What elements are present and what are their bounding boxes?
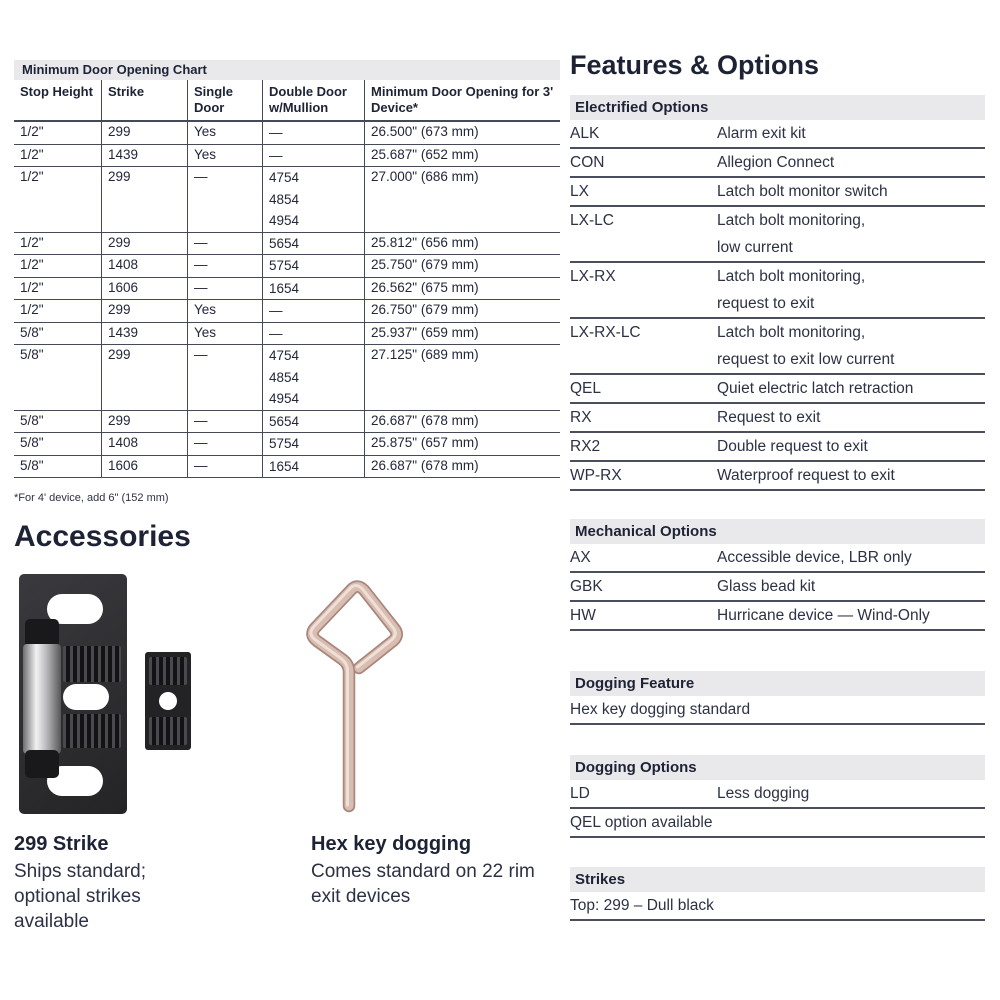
cell-strike: 299 (101, 411, 187, 433)
table-row (14, 233, 560, 256)
table-row (14, 456, 560, 479)
section-dogging-options: Dogging Options (570, 755, 985, 780)
strike-rib-top (63, 646, 121, 682)
strike-roller-cap-top (25, 619, 59, 647)
hex-key-caption (311, 833, 556, 934)
cell-mullion: 5754 (262, 255, 364, 277)
door-chart-title: Minimum Door Opening Chart (14, 60, 560, 80)
cell-opening: 25.937" (659 mm) (364, 323, 560, 345)
section-mechanical-options: Mechanical Options (570, 519, 985, 544)
cell-opening: 27.000" (686 mm) (364, 167, 560, 232)
cell-stop: 1/2" (20, 169, 44, 184)
strike-caption (14, 833, 311, 934)
table-row (14, 167, 560, 233)
cell-stop: 1/2" (20, 257, 44, 272)
option-row: HW Hurricane device — Wind-Only (570, 602, 985, 631)
cell-single: Yes (187, 145, 262, 167)
column-header-double-door: Double Door w/Mullion (262, 80, 364, 120)
cell-single: Yes (187, 323, 262, 345)
option-row: Top: 299 – Dull black (570, 892, 985, 921)
cell-strike: 1408 (101, 255, 187, 277)
option-row: ALK Alarm exit kit (570, 120, 985, 149)
strike-image (19, 574, 127, 814)
option-row: QEL option available (570, 809, 985, 838)
option-row: CON Allegion Connect (570, 149, 985, 178)
cell-opening: 26.500" (673 mm) (364, 122, 560, 144)
option-row: LX-LC Latch bolt monitoring, low current (570, 207, 985, 263)
table-row (14, 323, 560, 346)
cell-strike: 299 (101, 233, 187, 255)
strike-rib-bottom (63, 714, 121, 748)
cell-mullion: — (262, 323, 364, 345)
table-row (14, 433, 560, 456)
cell-opening: 27.125" (689 mm) (364, 345, 560, 410)
cell-stop: 5/8" (20, 412, 44, 428)
option-row: WP-RX Waterproof request to exit (570, 462, 985, 491)
cell-strike: 299 (101, 167, 187, 232)
cell-strike: 1408 (101, 433, 187, 455)
section-electrified-options: Electrified Options (570, 95, 985, 120)
cell-stop: 1/2" (20, 146, 44, 162)
cell-single: — (187, 345, 262, 410)
cell-stop: 5/8" (20, 347, 44, 362)
cell-opening: 25.875" (657 mm) (364, 433, 560, 455)
cell-opening: 26.750" (679 mm) (364, 300, 560, 322)
table-row (14, 345, 560, 411)
cell-strike: 1439 (101, 323, 187, 345)
cell-mullion: — (262, 300, 364, 322)
hex-key-image (300, 578, 416, 814)
table-row (14, 411, 560, 434)
cell-strike: 299 (101, 122, 187, 144)
column-header-strike: Strike (101, 80, 187, 120)
cell-mullion: 4754 4854 4954 (262, 345, 364, 410)
cell-opening: 25.687" (652 mm) (364, 145, 560, 167)
option-row: RX Request to exit (570, 404, 985, 433)
cell-single: — (187, 278, 262, 300)
cell-stop: 5/8" (20, 324, 44, 340)
section-strikes: Strikes (570, 867, 985, 892)
strike-roller (23, 644, 61, 754)
cell-mullion: 1654 (262, 456, 364, 478)
cell-single: — (187, 433, 262, 455)
cell-mullion: 5654 (262, 233, 364, 255)
option-row: GBK Glass bead kit (570, 573, 985, 602)
option-row: LD Less dogging (570, 780, 985, 809)
option-row: RX2 Double request to exit (570, 433, 985, 462)
cell-stop: 1/2" (20, 302, 44, 317)
cell-opening: 26.562" (675 mm) (364, 278, 560, 300)
cell-mullion: 1654 (262, 278, 364, 300)
option-row: LX-RX-LC Latch bolt monitoring, request to exit low current (570, 319, 985, 375)
option-row: LX Latch bolt monitor switch (570, 178, 985, 207)
cell-single: Yes (187, 300, 262, 322)
hex-key-caption-desc: Comes standard on 22 rim exit devices (311, 861, 535, 907)
cell-stop: 1/2" (20, 124, 44, 139)
cell-single: — (187, 456, 262, 478)
spacer-hole (159, 692, 177, 710)
cell-mullion: 4754 4854 4954 (262, 167, 364, 232)
table-row (14, 255, 560, 278)
cell-stop: 1/2" (20, 279, 44, 295)
features-title: Features & Options (570, 50, 820, 80)
cell-opening: 26.687" (678 mm) (364, 411, 560, 433)
table-row (14, 145, 560, 168)
strike-spacer-block-image (145, 652, 191, 750)
accessories-captions (14, 833, 560, 934)
column-header-single-door: Single Door (187, 80, 262, 120)
cell-strike: 299 (101, 345, 187, 410)
strike-caption-desc: Ships standard; optional strikes available (14, 861, 147, 932)
cell-mullion: — (262, 122, 364, 144)
table-header-row (14, 80, 560, 122)
cell-single: — (187, 167, 262, 232)
cell-strike: 299 (101, 300, 187, 322)
cell-strike: 1606 (101, 278, 187, 300)
option-row: AX Accessible device, LBR only (570, 544, 985, 573)
cell-strike: 1439 (101, 145, 187, 167)
cell-single: Yes (187, 122, 262, 144)
hex-key-caption-title: Hex key dogging (311, 833, 472, 855)
min-door-opening-table (14, 80, 560, 478)
cell-stop: 1/2" (20, 234, 44, 250)
option-row: LX-RX Latch bolt monitoring, request to exit (570, 263, 985, 319)
column-header-stop-height: Stop Height (20, 84, 93, 99)
cell-stop: 5/8" (20, 457, 44, 473)
strike-slot-middle (63, 684, 109, 710)
table-row (14, 300, 560, 323)
option-row: QEL Quiet electric latch retraction (570, 375, 985, 404)
features-column (570, 50, 985, 921)
table-row (14, 122, 560, 145)
cell-opening: 25.750" (679 mm) (364, 255, 560, 277)
table-row (14, 278, 560, 301)
column-header-min-opening: Minimum Door Opening for 3' Device* (364, 80, 560, 120)
cell-mullion: 5754 (262, 433, 364, 455)
cell-opening: 26.687" (678 mm) (364, 456, 560, 478)
cell-single: — (187, 411, 262, 433)
cell-mullion: 5654 (262, 411, 364, 433)
cell-opening: 25.812" (656 mm) (364, 233, 560, 255)
option-row: Hex key dogging standard (570, 696, 985, 725)
cell-single: — (187, 233, 262, 255)
cell-strike: 1606 (101, 456, 187, 478)
chart-footnote: *For 4' device, add 6" (152 mm) (14, 492, 169, 504)
strike-roller-cap-bottom (25, 750, 59, 778)
accessories-images (14, 572, 560, 825)
strike-caption-title: 299 Strike (14, 833, 109, 855)
cell-stop: 5/8" (20, 435, 44, 450)
section-dogging-feature: Dogging Feature (570, 671, 985, 696)
cell-single: — (187, 255, 262, 277)
cell-mullion: — (262, 145, 364, 167)
accessories-title: Accessories (14, 520, 191, 553)
left-column (14, 60, 560, 934)
